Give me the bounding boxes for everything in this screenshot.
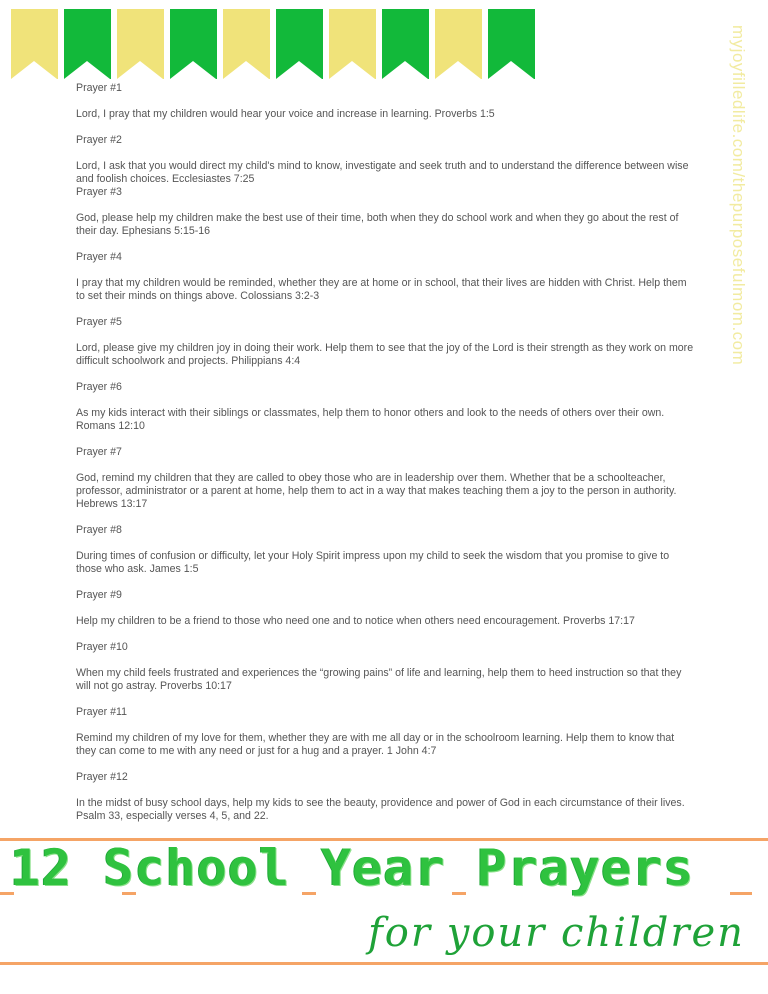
- page-subtitle: for your children: [368, 910, 745, 956]
- prayer-heading: Prayer #2: [76, 134, 122, 146]
- banner-flag: [11, 9, 58, 79]
- banner-flag: [276, 9, 323, 79]
- page-title: 12 School Year Prayers: [10, 839, 695, 897]
- prayer-heading: Prayer #8: [76, 524, 122, 536]
- banner-flag: [170, 9, 217, 79]
- prayer-text: As my kids interact with their siblings or classmates, help them to honor others and look to the needs of others over their own. Romans 12:10: [76, 407, 665, 432]
- prayer-text: When my child feels frustrated and experiences the “growing pains” of life and learning, help them to heed instruction so that they will not go astray. Proverbs 10:17: [76, 667, 682, 692]
- banner-flag: [223, 9, 270, 79]
- prayer-heading: Prayer #9: [76, 589, 122, 601]
- prayer-text: God, please help my children make the best use of their time, both when they do school work and when they go about the rest of their day. Ephesians 5:15-16: [76, 212, 679, 237]
- prayer-text: Lord, please give my children joy in doing their work. Help them to see that the joy of the Lord is their strength as they work on more difficult schoolwork and projects. Philippians 4:4: [76, 342, 694, 367]
- prayer-text: Lord, I ask that you would direct my child's mind to know, investigate and seek truth and to understand the difference between wise and foolish choices. Ecclesiastes 7:25: [76, 160, 689, 185]
- prayer-text: Help my children to be a friend to those who need one and to notice when others need encouragement. Proverbs 17:17: [76, 615, 635, 627]
- banner-flag: [117, 9, 164, 79]
- prayer-heading: Prayer #10: [76, 641, 128, 653]
- prayer-heading: Prayer #6: [76, 381, 122, 393]
- prayer-text: Remind my children of my love for them, whether they are with me all day or in the schoolroom learning. Help them to know that they can come to me with any need or just for a hug and a prayer. 1 John 4:7: [76, 732, 675, 757]
- banner-flag: [329, 9, 376, 79]
- prayer-heading: Prayer #12: [76, 771, 128, 783]
- banner-flag: [488, 9, 535, 79]
- prayer-heading: Prayer #1: [76, 82, 122, 94]
- prayer-heading: Prayer #4: [76, 251, 122, 263]
- banner-flag: [64, 9, 111, 79]
- prayer-text: Lord, I pray that my children would hear your voice and increase in learning. Proverbs 1:5: [76, 108, 495, 120]
- footer-bottom-rule: [0, 962, 768, 965]
- prayer-heading: Prayer #5: [76, 316, 122, 328]
- prayer-heading: Prayer #11: [76, 706, 128, 718]
- prayer-text: I pray that my children would be reminded, whether they are at home or in school, that their lives are hidden with Christ. Help them to set their minds on things above. Colossians 3:2-3: [76, 277, 687, 302]
- prayer-text: In the midst of busy school days, help my kids to see the beauty, providence and power of God in each circumstance of their lives. Psalm 33, especially verses 4, 5, and 22.: [76, 797, 685, 822]
- prayer-text: During times of confusion or difficulty, let your Holy Spirit impress upon my child to seek the wisdom that you promise to give to those who ask. James 1:5: [76, 550, 670, 575]
- prayer-list: [76, 82, 696, 836]
- banner-flag: [435, 9, 482, 79]
- prayer-heading: Prayer #7: [76, 446, 122, 458]
- prayer-text: God, remind my children that they are called to obey those who are in leadership over them. Whether that be a schoolteacher, professor, administrator or a parent at home, help them to act in a way that makes teaching them a joy to the person in authority. Hebrews 13:17: [76, 472, 677, 510]
- side-url-watermark: myjoyfilledlife.com/thepurposefulmom.com: [729, 25, 748, 366]
- banner-flag: [382, 9, 429, 79]
- prayer-heading: Prayer #3: [76, 186, 122, 198]
